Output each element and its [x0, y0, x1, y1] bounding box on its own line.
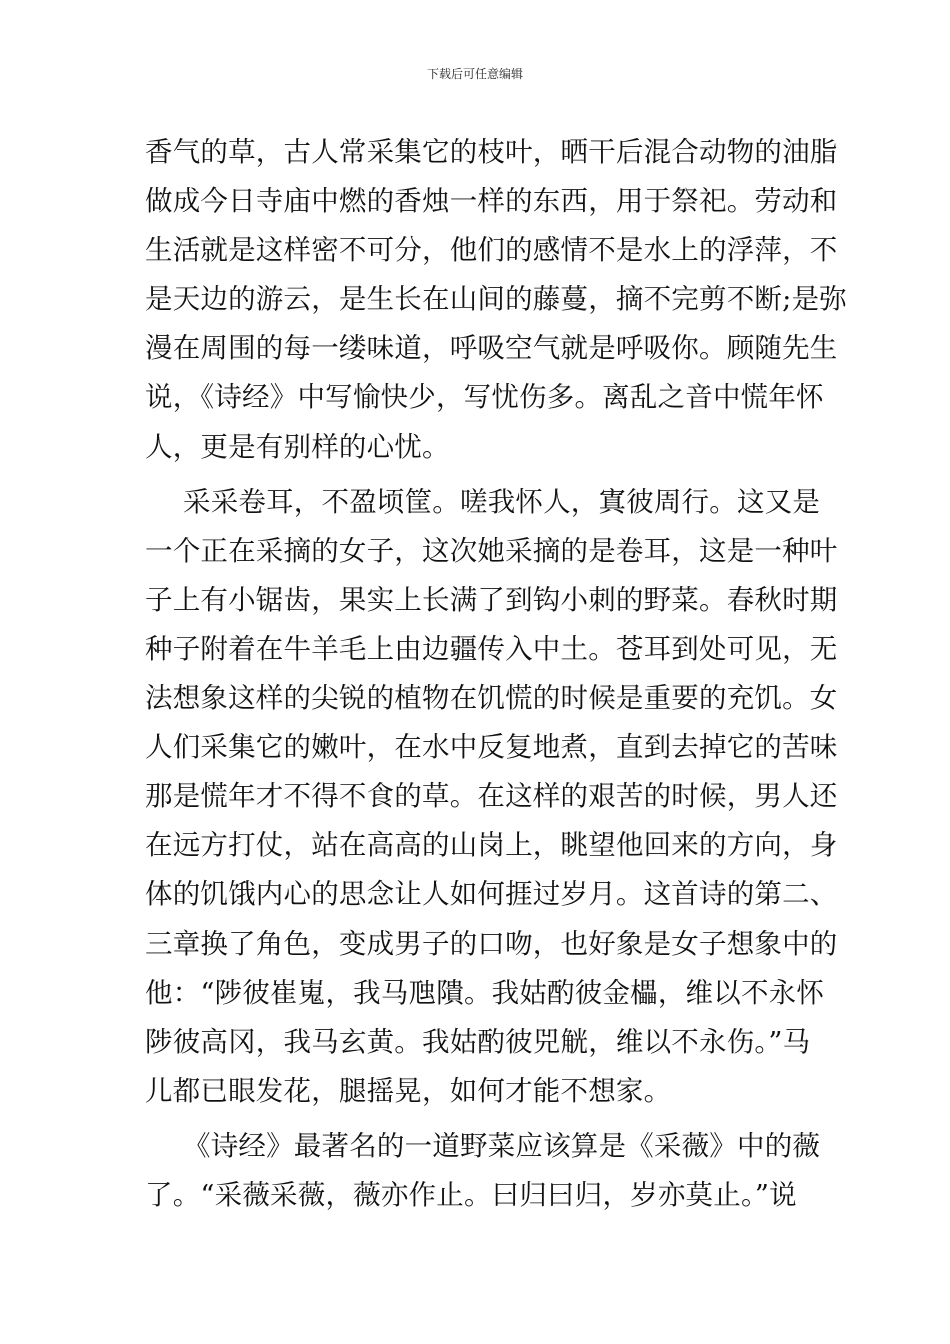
- text-line: 是天边的游云，是生长在山间的藤蔓，摘不完剪不断;是弥: [145, 283, 847, 316]
- text-line: 在远方打仗，站在高高的山岗上，眺望他回来的方向，身: [145, 829, 838, 862]
- page-header-note: 下载后可任意编辑: [426, 67, 523, 81]
- paragraph-start-line: 《诗经》最著名的一道野菜应该算是《采薇》中的薇: [183, 1129, 821, 1162]
- text-line: 说，《诗经》中写愉快少，写忧伤多。离乱之音中慌年怀: [145, 381, 824, 414]
- text-line: 种子附着在牛羊毛上由边疆传入中土。苍耳到处可见，无: [145, 632, 838, 665]
- text-line: 子上有小锯齿，果实上长满了到钩小刺的野菜。春秋时期: [145, 583, 838, 616]
- text-line: 生活就是这样密不可分，他们的感情不是水上的浮萍，不: [145, 234, 838, 267]
- document-body: [145, 128, 847, 1220]
- text-line: 他：“陟彼崔嵬，我马虺隤。我姑酌彼金櫑，维以不永怀: [145, 976, 825, 1009]
- text-line: 那是慌年才不得不食的草。在这样的艰苦的时候，男人还: [145, 780, 838, 813]
- paragraph-start-line: 采采卷耳，不盈顷筐。嗟我怀人，寘彼周行。这又是: [183, 485, 821, 518]
- text-line: 了。“采薇采薇，薇亦作止。曰归曰归，岁亦莫止。”说: [145, 1178, 797, 1211]
- text-line: 人们采集它的嫩叶，在水中反复地煮，直到去掉它的苦味: [145, 731, 838, 764]
- text-line: 儿都已眼发花，腿摇晃，如何才能不想家。: [145, 1074, 672, 1107]
- text-line: 三章换了角色，变成男子的口吻，也好象是女子想象中的: [145, 927, 838, 960]
- text-line: 做成今日寺庙中燃的香烛一样的东西，用于祭祀。劳动和: [145, 185, 838, 218]
- text-line: 陟彼高冈，我马玄黄。我姑酌彼兕觥，维以不永伤。”马: [145, 1025, 811, 1058]
- text-line: 漫在周围的每一缕味道，呼吸空气就是呼吸你。顾随先生: [145, 332, 838, 365]
- text-line: 香气的草，古人常采集它的枝叶，晒干后混合动物的油脂: [145, 136, 838, 168]
- text-line: 体的饥饿内心的思念让人如何捱过岁月。这首诗的第二、: [145, 878, 838, 911]
- text-line: 法想象这样的尖锐的植物在饥慌的时候是重要的充饥。女: [145, 682, 838, 715]
- text-line: 人，更是有别样的心忧。: [145, 430, 450, 463]
- text-line: 一个正在采摘的女子，这次她采摘的是卷耳，这是一种叶: [145, 534, 838, 567]
